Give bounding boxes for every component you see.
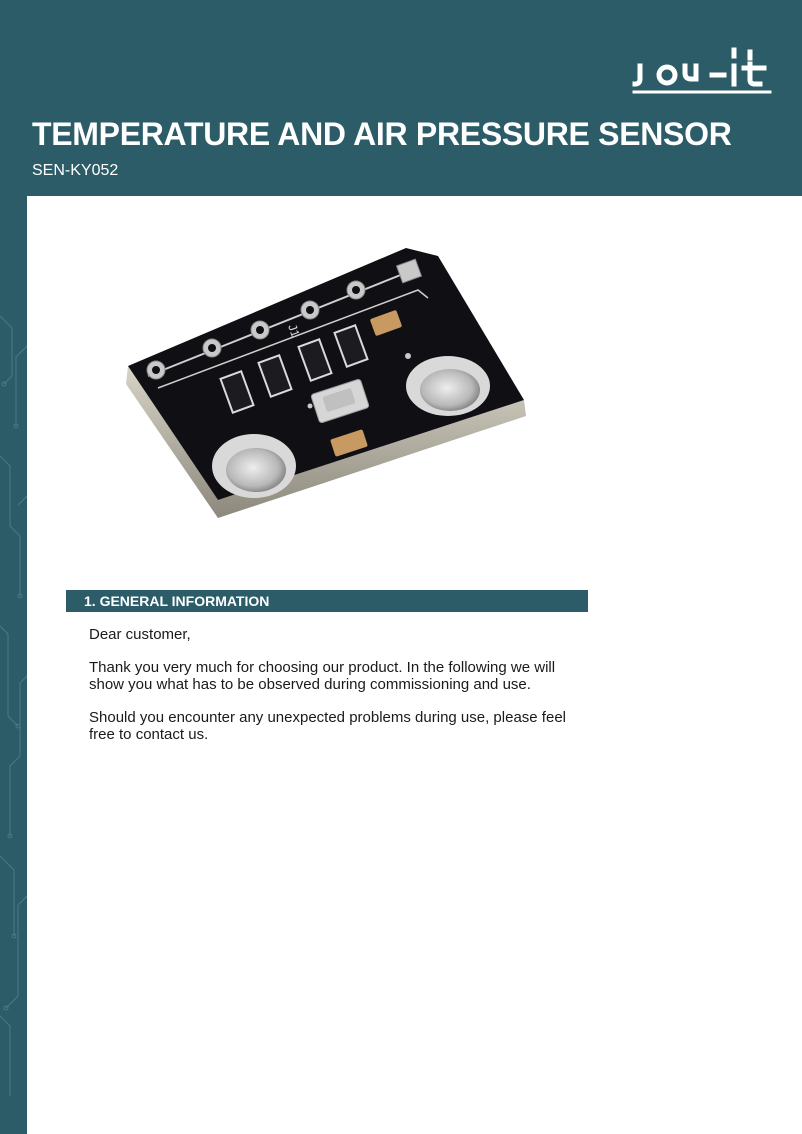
general-information-body [89,626,589,759]
greeting-text: Dear customer, [89,626,191,643]
product-code: SEN-KY052 [32,162,119,179]
pcb-sensor-board-photo [118,238,534,538]
circuit-pattern-icon [0,196,27,1134]
left-decorative-strip [0,196,27,1134]
section-title: 1. GENERAL INFORMATION [84,593,270,609]
intro-paragraph: Thank you very much for choosing our product. In the following we will show you what has to be observed during commissioning and use. [89,659,556,693]
header-banner [0,0,802,196]
silkscreen-label: J1 [285,322,303,339]
section-header-general-information [66,590,588,612]
contact-paragraph: Should you encounter any unexpected problems during use, please feel free to contact us. [89,709,566,743]
joy-it-logo [630,46,776,96]
document-title: TEMPERATURE AND AIR PRESSURE SENSOR [32,116,732,152]
